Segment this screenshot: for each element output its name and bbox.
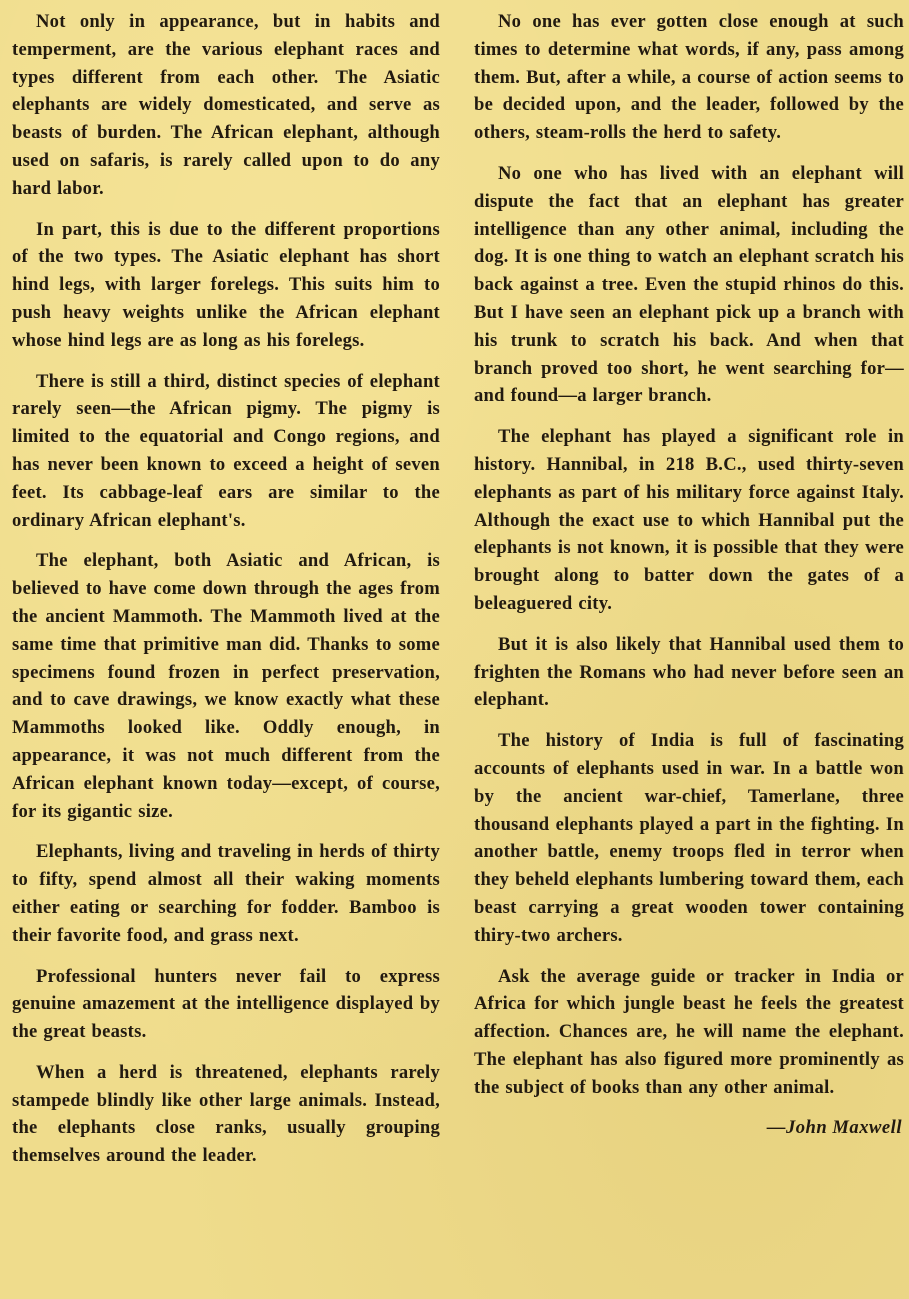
- paragraph: But it is also likely that Hannibal used them to frighten the Romans who had never before seen an elephant.: [474, 633, 904, 711]
- paragraph: Elephants, living and traveling in herds of thirty to fifty, spend almost all their waking moments either eating or searching for fodder. Bamboo is their favorite food, and grass next.: [12, 841, 440, 946]
- left-column: [12, 8, 440, 1183]
- paragraph: There is still a third, distinct species of elephant rarely seen—the African pigmy. The pigmy is limited to the equatorial and Congo regions, and has never been known to exceed a height of seven feet. Its cabbage-leaf ears are similar to the ordinary African elephant's.: [12, 370, 440, 531]
- paragraph: The elephant, both Asiatic and African, is believed to have come down through the ages from the ancient Mammoth. The Mammoth lived at the same time that primitive man did. Thanks to some specimens found frozen in perfect preservation, and to cave drawings, we know exactly what these Mammoths looked like. Oddly enough, in appearance, it was not much different from the African elephant known today—except, of course, for its gigantic size.: [12, 550, 440, 822]
- paragraph: Not only in appearance, but in habits and temperment, are the various elephant races and types different from each other. The Asiatic elephants are widely domesticated, and serve as beasts of burden. The African elephant, although used on safaris, is rarely called upon to do any hard labor.: [12, 11, 440, 199]
- paragraph: The elephant has played a significant role in history. Hannibal, in 218 B.C., used thirty-seven elephants as part of his military force against Italy. Although the exact use to which Hannibal put the elephants is not known, it is possible that they were brought along to batter down the gates of a beleaguered city.: [474, 426, 904, 614]
- paragraph: No one has ever gotten close enough at such times to determine what words, if any, pass among them. But, after a while, a course of action seems to be decided upon, and the leader, followed by the others, steam-rolls the herd to safety.: [474, 11, 904, 144]
- paragraph: In part, this is due to the different proportions of the two types. The Asiatic elephant has short hind legs, with larger forelegs. This suits him to push heavy weights unlike the African elephant whose hind legs are as long as his forelegs.: [12, 218, 440, 351]
- paragraph: Professional hunters never fail to express genuine amazement at the intelligence displayed by the great beasts.: [12, 965, 440, 1043]
- author-signature: —John Maxwell: [766, 1117, 902, 1139]
- right-column: [474, 8, 904, 1142]
- paragraph: The history of India is full of fascinating accounts of elephants used in war. In a battle won by the ancient war-chief, Tamerlane, three thousand elephants played a part in the fighting. In another battle, enemy troops fled in terror when they beheld elephants lumbering toward them, each beast carrying a great wooden tower containing thiry-two archers.: [474, 730, 904, 946]
- paragraph: Ask the average guide or tracker in India or Africa for which jungle beast he feels the greatest affection. Chances are, he will name the elephant. The elephant has also figured more prominently as the subject of books than any other animal.: [474, 965, 904, 1098]
- paragraph: No one who has lived with an elephant will dispute the fact that an elephant has greater intelligence than any other animal, including the dog. It is one thing to watch an elephant scratch his back against a tree. Even the stupid rhinos do this. But I have seen an elephant pick up a branch with his trunk to scratch his back. And when that branch proved too short, he went searching for—and found—a larger branch.: [474, 162, 904, 407]
- paragraph: When a herd is threatened, elephants rarely stampede blindly like other large animals. Instead, the elephants close ranks, usually grouping themselves around the leader.: [12, 1061, 440, 1167]
